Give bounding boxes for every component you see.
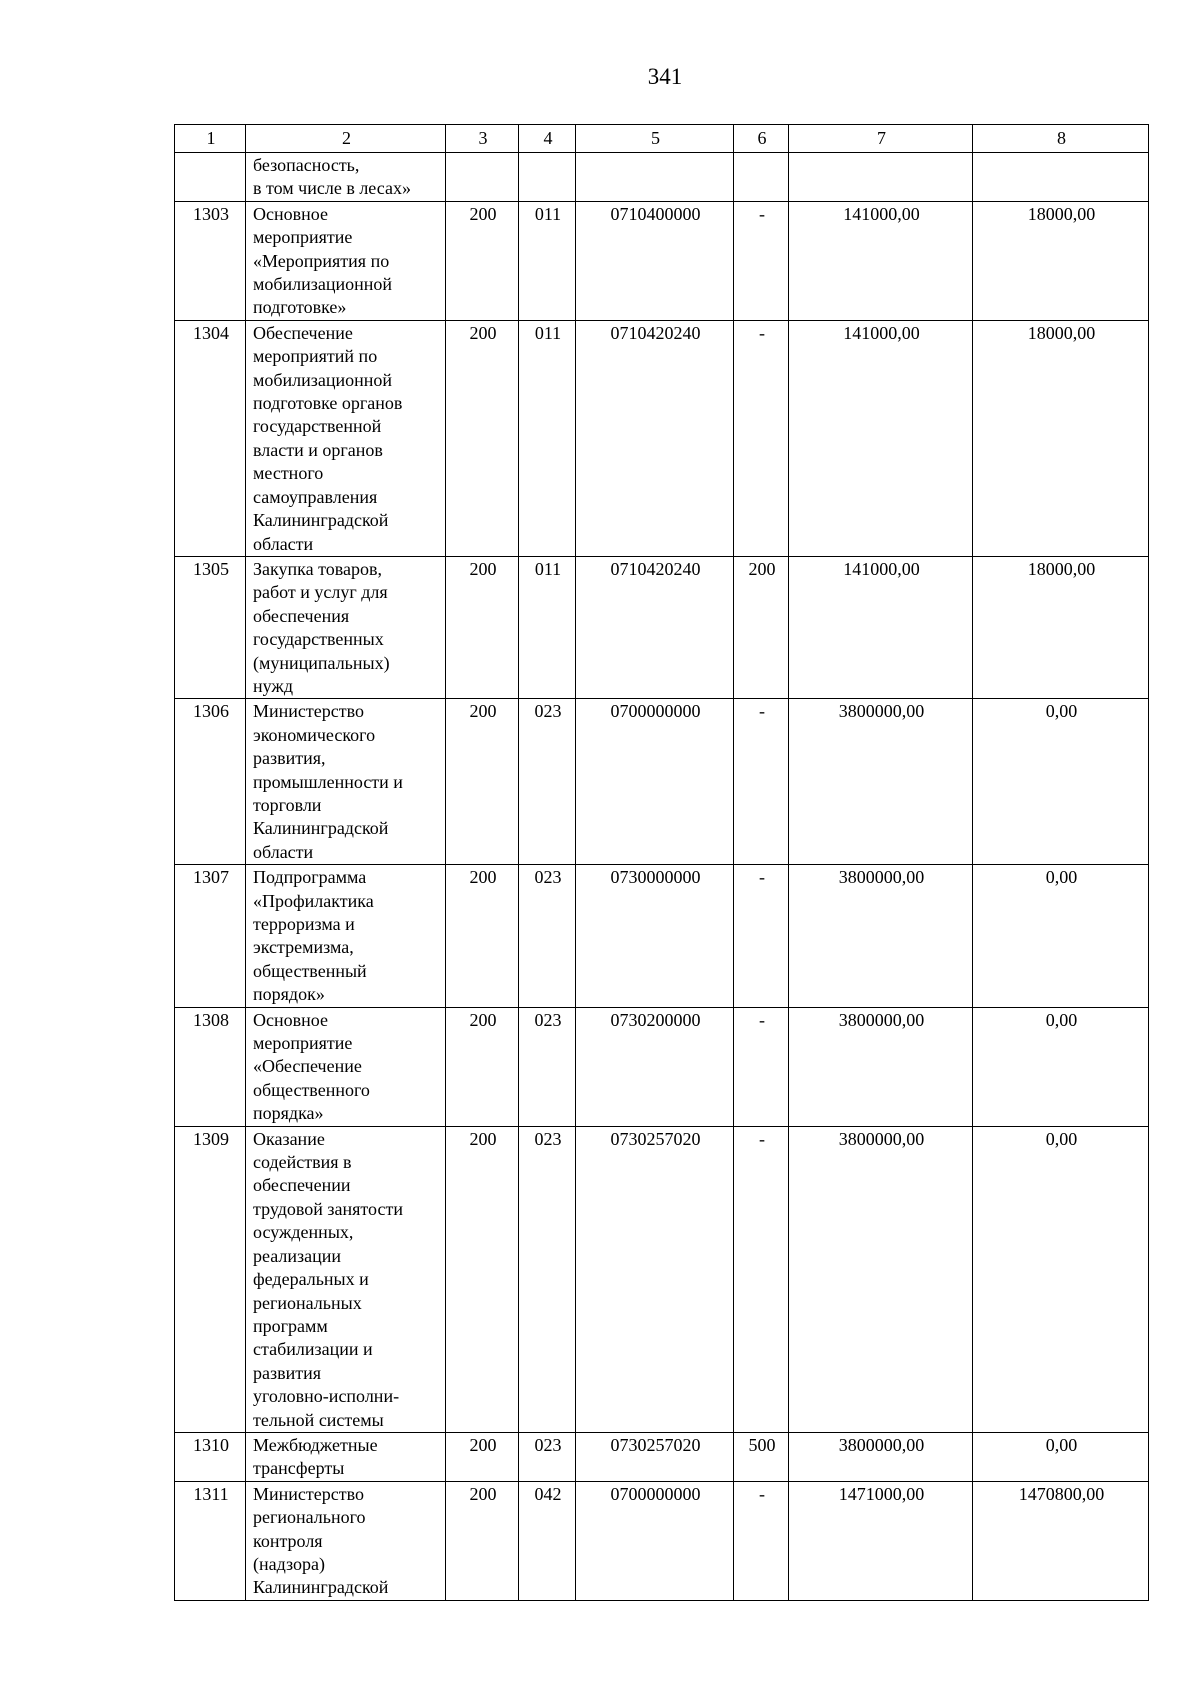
row-amount-8: 0,00 bbox=[973, 1432, 1149, 1481]
row-amount-7: 3800000,00 bbox=[789, 699, 973, 865]
row-name: Основное мероприятие «Мероприятия по мобилизационной подготовке» bbox=[246, 201, 446, 320]
row-vr: 200 bbox=[734, 556, 789, 698]
row-amount-7: 3800000,00 bbox=[789, 1007, 973, 1126]
row-gr: 200 bbox=[446, 1432, 519, 1481]
row-name: Подпрограмма «Профилактика терроризма и экстремизма, общественный порядок» bbox=[246, 865, 446, 1007]
row-section: 042 bbox=[519, 1481, 576, 1600]
table-row bbox=[175, 153, 1149, 202]
row-amount-7: 3800000,00 bbox=[789, 865, 973, 1007]
row-name: Министерство экономического развития, промышленности и торговли Калининградской области bbox=[246, 699, 446, 865]
row-number: 1310 bbox=[175, 1432, 246, 1481]
row-csr bbox=[576, 153, 734, 202]
row-number: 1303 bbox=[175, 201, 246, 320]
row-gr: 200 bbox=[446, 699, 519, 865]
table-row bbox=[175, 1007, 1149, 1126]
row-amount-7: 1471000,00 bbox=[789, 1481, 973, 1600]
row-amount-8: 18000,00 bbox=[973, 320, 1149, 556]
row-csr: 0710420240 bbox=[576, 556, 734, 698]
header-col-6: 6 bbox=[734, 125, 789, 153]
row-vr: - bbox=[734, 1007, 789, 1126]
row-csr: 0730200000 bbox=[576, 1007, 734, 1126]
row-section: 023 bbox=[519, 1126, 576, 1432]
row-amount-8: 0,00 bbox=[973, 1126, 1149, 1432]
row-amount-8: 0,00 bbox=[973, 699, 1149, 865]
row-name: Межбюджетные трансферты bbox=[246, 1432, 446, 1481]
row-section: 011 bbox=[519, 556, 576, 698]
table-row bbox=[175, 1481, 1149, 1600]
row-csr: 0710420240 bbox=[576, 320, 734, 556]
row-vr: - bbox=[734, 1126, 789, 1432]
table-row bbox=[175, 699, 1149, 865]
row-name: Закупка товаров, работ и услуг для обеспечения государственных (муниципальных) нужд bbox=[246, 556, 446, 698]
row-section bbox=[519, 153, 576, 202]
row-amount-8: 1470800,00 bbox=[973, 1481, 1149, 1600]
table-row bbox=[175, 320, 1149, 556]
row-vr: - bbox=[734, 201, 789, 320]
header-col-3: 3 bbox=[446, 125, 519, 153]
row-name: Министерство регионального контроля (надзора) Калининградской bbox=[246, 1481, 446, 1600]
row-name: безопасность, в том числе в лесах» bbox=[246, 153, 446, 202]
row-csr: 0730000000 bbox=[576, 865, 734, 1007]
row-vr: - bbox=[734, 865, 789, 1007]
budget-table bbox=[174, 124, 1149, 1601]
table-row bbox=[175, 865, 1149, 1007]
row-number: 1304 bbox=[175, 320, 246, 556]
row-csr: 0710400000 bbox=[576, 201, 734, 320]
header-col-4: 4 bbox=[519, 125, 576, 153]
row-gr: 200 bbox=[446, 1481, 519, 1600]
row-gr: 200 bbox=[446, 1126, 519, 1432]
row-vr: - bbox=[734, 320, 789, 556]
row-number: 1308 bbox=[175, 1007, 246, 1126]
row-gr: 200 bbox=[446, 201, 519, 320]
page-number: 341 bbox=[647, 64, 683, 89]
table-row bbox=[175, 1126, 1149, 1432]
row-name: Оказание содействия в обеспечении трудовой занятости осужденных, реализации федеральных и региональных программ стабилизации и развития уголовно-исполни- тельной системы bbox=[246, 1126, 446, 1432]
row-section: 023 bbox=[519, 1432, 576, 1481]
row-vr: - bbox=[734, 699, 789, 865]
row-section: 011 bbox=[519, 201, 576, 320]
header-col-7: 7 bbox=[789, 125, 973, 153]
row-gr bbox=[446, 153, 519, 202]
header-col-2: 2 bbox=[246, 125, 446, 153]
row-gr: 200 bbox=[446, 865, 519, 1007]
row-vr: 500 bbox=[734, 1432, 789, 1481]
row-amount-8: 18000,00 bbox=[973, 556, 1149, 698]
row-csr: 0700000000 bbox=[576, 699, 734, 865]
row-amount-8: 0,00 bbox=[973, 865, 1149, 1007]
row-csr: 0700000000 bbox=[576, 1481, 734, 1600]
row-gr: 200 bbox=[446, 1007, 519, 1126]
header-col-8: 8 bbox=[973, 125, 1149, 153]
row-amount-7: 3800000,00 bbox=[789, 1126, 973, 1432]
row-gr: 200 bbox=[446, 556, 519, 698]
row-number: 1309 bbox=[175, 1126, 246, 1432]
table-row bbox=[175, 1432, 1149, 1481]
row-number: 1305 bbox=[175, 556, 246, 698]
row-section: 023 bbox=[519, 865, 576, 1007]
row-amount-7: 3800000,00 bbox=[789, 1432, 973, 1481]
row-csr: 0730257020 bbox=[576, 1432, 734, 1481]
table-header-row bbox=[175, 125, 1149, 153]
row-number bbox=[175, 153, 246, 202]
row-vr bbox=[734, 153, 789, 202]
row-amount-8 bbox=[973, 153, 1149, 202]
row-amount-7: 141000,00 bbox=[789, 556, 973, 698]
row-amount-7: 141000,00 bbox=[789, 320, 973, 556]
row-amount-7: 141000,00 bbox=[789, 201, 973, 320]
row-gr: 200 bbox=[446, 320, 519, 556]
row-name: Основное мероприятие «Обеспечение общественного порядка» bbox=[246, 1007, 446, 1126]
row-amount-8: 18000,00 bbox=[973, 201, 1149, 320]
row-number: 1307 bbox=[175, 865, 246, 1007]
row-csr: 0730257020 bbox=[576, 1126, 734, 1432]
header-col-5: 5 bbox=[576, 125, 734, 153]
header-col-1: 1 bbox=[175, 125, 246, 153]
row-name: Обеспечение мероприятий по мобилизационной подготовке органов государственной власти и органов местного самоуправления Калининградской области bbox=[246, 320, 446, 556]
row-section: 023 bbox=[519, 699, 576, 865]
row-amount-7 bbox=[789, 153, 973, 202]
row-vr: - bbox=[734, 1481, 789, 1600]
row-number: 1311 bbox=[175, 1481, 246, 1600]
row-amount-8: 0,00 bbox=[973, 1007, 1149, 1126]
table-row bbox=[175, 201, 1149, 320]
row-section: 023 bbox=[519, 1007, 576, 1126]
row-number: 1306 bbox=[175, 699, 246, 865]
table-row bbox=[175, 556, 1149, 698]
row-section: 011 bbox=[519, 320, 576, 556]
